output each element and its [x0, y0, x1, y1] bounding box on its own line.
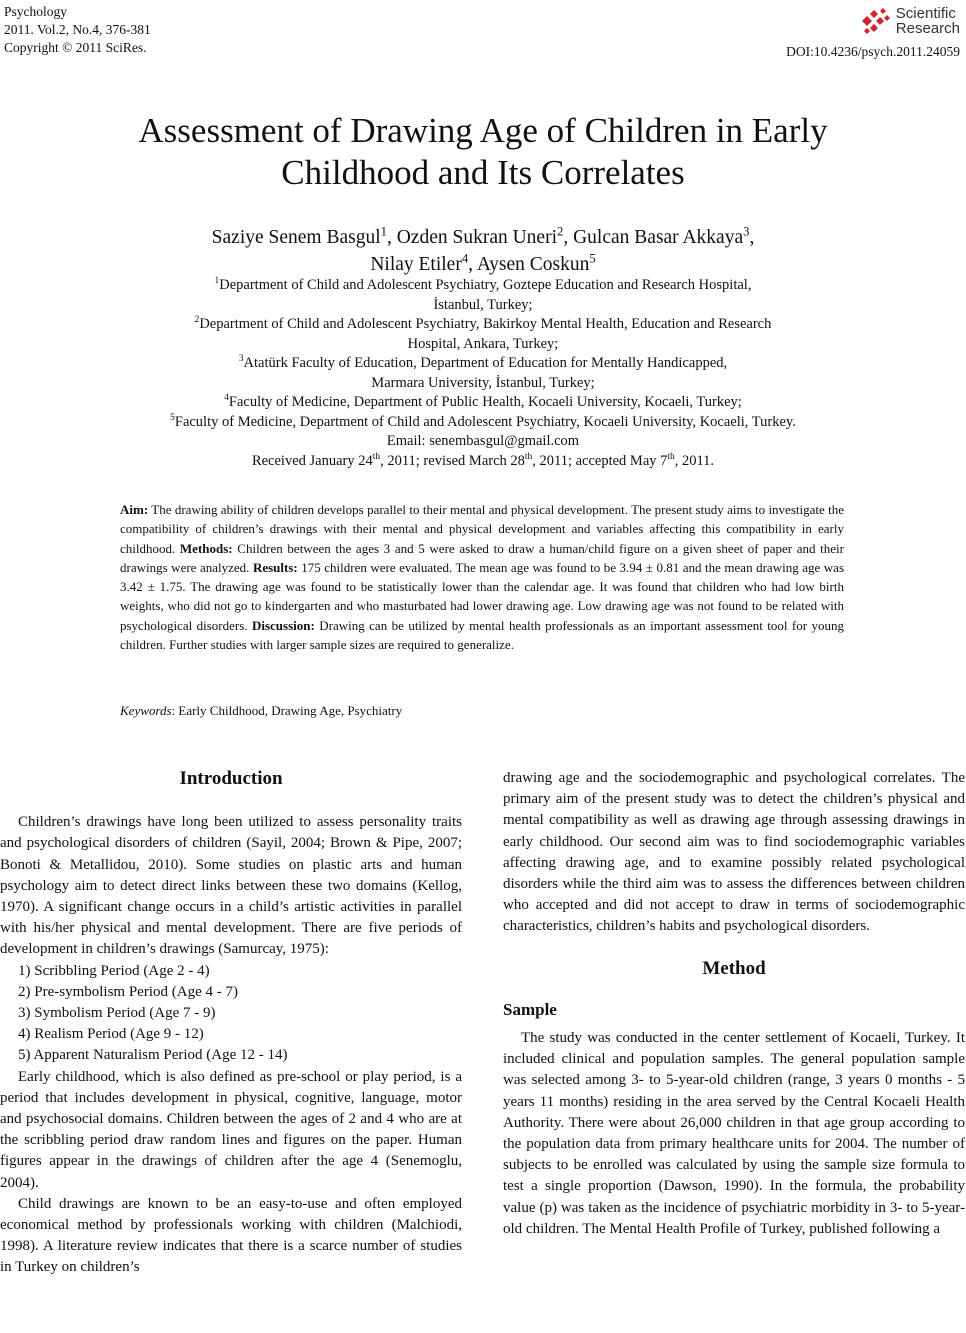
paper-title: Assessment of Drawing Age of Children in Early Childhood and Its Correlates: [138, 111, 828, 192]
journal-header: [4, 3, 151, 57]
method-heading: Method: [702, 957, 766, 979]
keywords: Keywords: Early Childhood, Drawing Age, Psychiatry: [120, 703, 403, 718]
list-item: 1) Scribbling Period (Age 2 - 4): [18, 962, 210, 979]
author-list: Saziye Senem Basgul$^1$, Ozden Sukran Uneri$^2$, Gulcan Basar Akkaya$^3$, Nilay Etiler$^4$, Aysen Coskun$^5$: [211, 224, 755, 275]
scientific-research-logo-icon: [858, 6, 892, 36]
doi[interactable]: DOI:10.4236/psych.2011.24059: [786, 44, 960, 59]
right-column: [503, 768, 965, 1240]
copyright: Copyright © 2011 SciRes.: [4, 40, 147, 55]
sample-paragraph: The study was conducted in the center settlement of Kocaeli, Turkey. It included clinical and population samples. The general population sample was selected among 3- to 5-year-old children (range, 3 years 0 months - 5 years 11 months) residing in the area served by the Central Kocaeli Health Authority. There were about 26,000 children in that age group according to the population data from primary healthcare units for 2004. The number of subjects to be enrolled was calculated by using the sample size formula to test a single proportion (Dawson, 1990). In the formula, the probability value (p) was taken as the incidence of psychiatric morbidity in 3- to 5-year-old children. The Mental Health Profile of Turkey, published following a: [503, 1030, 965, 1237]
list-item: 4) Realism Period (Age 9 - 12): [18, 1026, 204, 1043]
list-item: 5) Apparent Naturalism Period (Age 12 - 14): [18, 1047, 288, 1064]
intro-continued: drawing age and the sociodemographic and psychological correlates. The primary aim of the present study was to detect the children’s physical and mental compatibility as well as drawing age through assessing drawings in early childhood. Our second aim was to find sociodemographic variables affecting drawing age, and to examine possibly related psychological disorders while the third aim was to assess the differences between children who accepted and did not accept to draw in terms of sociodemographic characteristics, children’s habits and psychological disorders.: [503, 770, 965, 935]
list-item: 2) Pre-symbolism Period (Age 4 - 7): [18, 983, 238, 1000]
journal-name: Psychology: [4, 4, 68, 19]
introduction-heading: Introduction: [179, 768, 283, 789]
sample-subheading: Sample: [503, 999, 557, 1019]
volume-info: 2011. Vol.2, No.4, 376-381: [4, 22, 151, 37]
development-periods-list: [0, 961, 462, 1067]
affiliations: $^1$Department of Child and Adolescent Psychiatry, Goztepe Education and Research Hospital, İstanbul, Turkey; $^2$Department of Child and Adolescent Psychiatry, Bakirkoy Mental Health, Education and Research Hospital, Ankara, Turkey; $^3$Atatürk Faculty of Education, Department of Education for Mentally Handicapped, Marmara University, İstanbul, Turkey; $^4$Faculty of Medicine, Department of Public Health, Kocaeli University, Kocaeli, Turkey; $^5$Faculty of Medicine, Department of Child and Adolescent Psychiatry, Kocaeli University, Kocaeli, Turkey. Email: senembasgul@gmail.com Received January 24th, 2011; revised March 28th, 2011; accepted May 7th, 2011.: [0, 276, 966, 471]
list-item: 3) Symbolism Period (Age 7 - 9): [18, 1005, 216, 1022]
email[interactable]: Email: senembasgul@gmail.com: [386, 433, 580, 449]
intro-paragraph-3: Child drawings are known to be an easy-to-use and often employed economical method by professionals working with children (Malchiodi, 1998). A literature review indicates that there is a scarce number of studies in Turkey on children’s: [0, 1195, 462, 1276]
received-dates: Received January 24th, 2011; revised March 28th, 2011; accepted May 7th, 2011.: [251, 451, 715, 469]
publisher-logo[interactable]: [786, 3, 960, 39]
intro-paragraph-1: Children’s drawings have long been utilized to assess personality traits and psychological disorders of children (Sayil, 2004; Brown & Pipe, 2007; Bonoti & Metallidou, 2010). Some studies on plastic arts and human psychology aim to detect direct links between these two domains (Kellog, 1970). A significant change occurs in a child’s artistic activities in parallel with his/her physical and mental development. There are five periods of development in children’s drawings (Samurcay, 1975):: [0, 814, 462, 958]
publisher-header: [786, 3, 960, 61]
left-column: [0, 768, 462, 1279]
intro-paragraph-2: Early childhood, which is also defined as pre-school or play period, is a period that includes development in physical, cognitive, language, motor and psychosocial domains. Children between the ages of 2 and 4 who are at the scribbling period draw random lines and figures on the paper. Human figures appear in the drawings of children after the age 4 (Senemoglu, 2004).: [0, 1068, 462, 1191]
abstract: Aim: The drawing ability of children develops parallel to their mental and physical development. The present study aims to investigate the compatibility of children’s drawings with their mental and physical development and variables affecting this compatibility in early childhood. Methods: Children between the ages 3 and 5 were asked to draw a human/child figure on a given sheet of paper and their drawings were analyzed. Results: 175 children were evaluated. The mean age was found to be 3.94 ± 0.81 and the mean drawing age was 3.42 ± 1.75. The drawing age was found to be statistically lower than the calendar age. It was found that children who had low birth weights, who did not go to kindergarten and who masturbated had lower drawing age. Low drawing age was not found to be related with psychological disorders. Discussion: Drawing can be utilized by mental health professionals as an important assessment tool for young children. Further studies with larger sample sizes are required to generalize.: [120, 502, 845, 653]
publisher-logo-text: Scientific Research: [895, 5, 960, 37]
